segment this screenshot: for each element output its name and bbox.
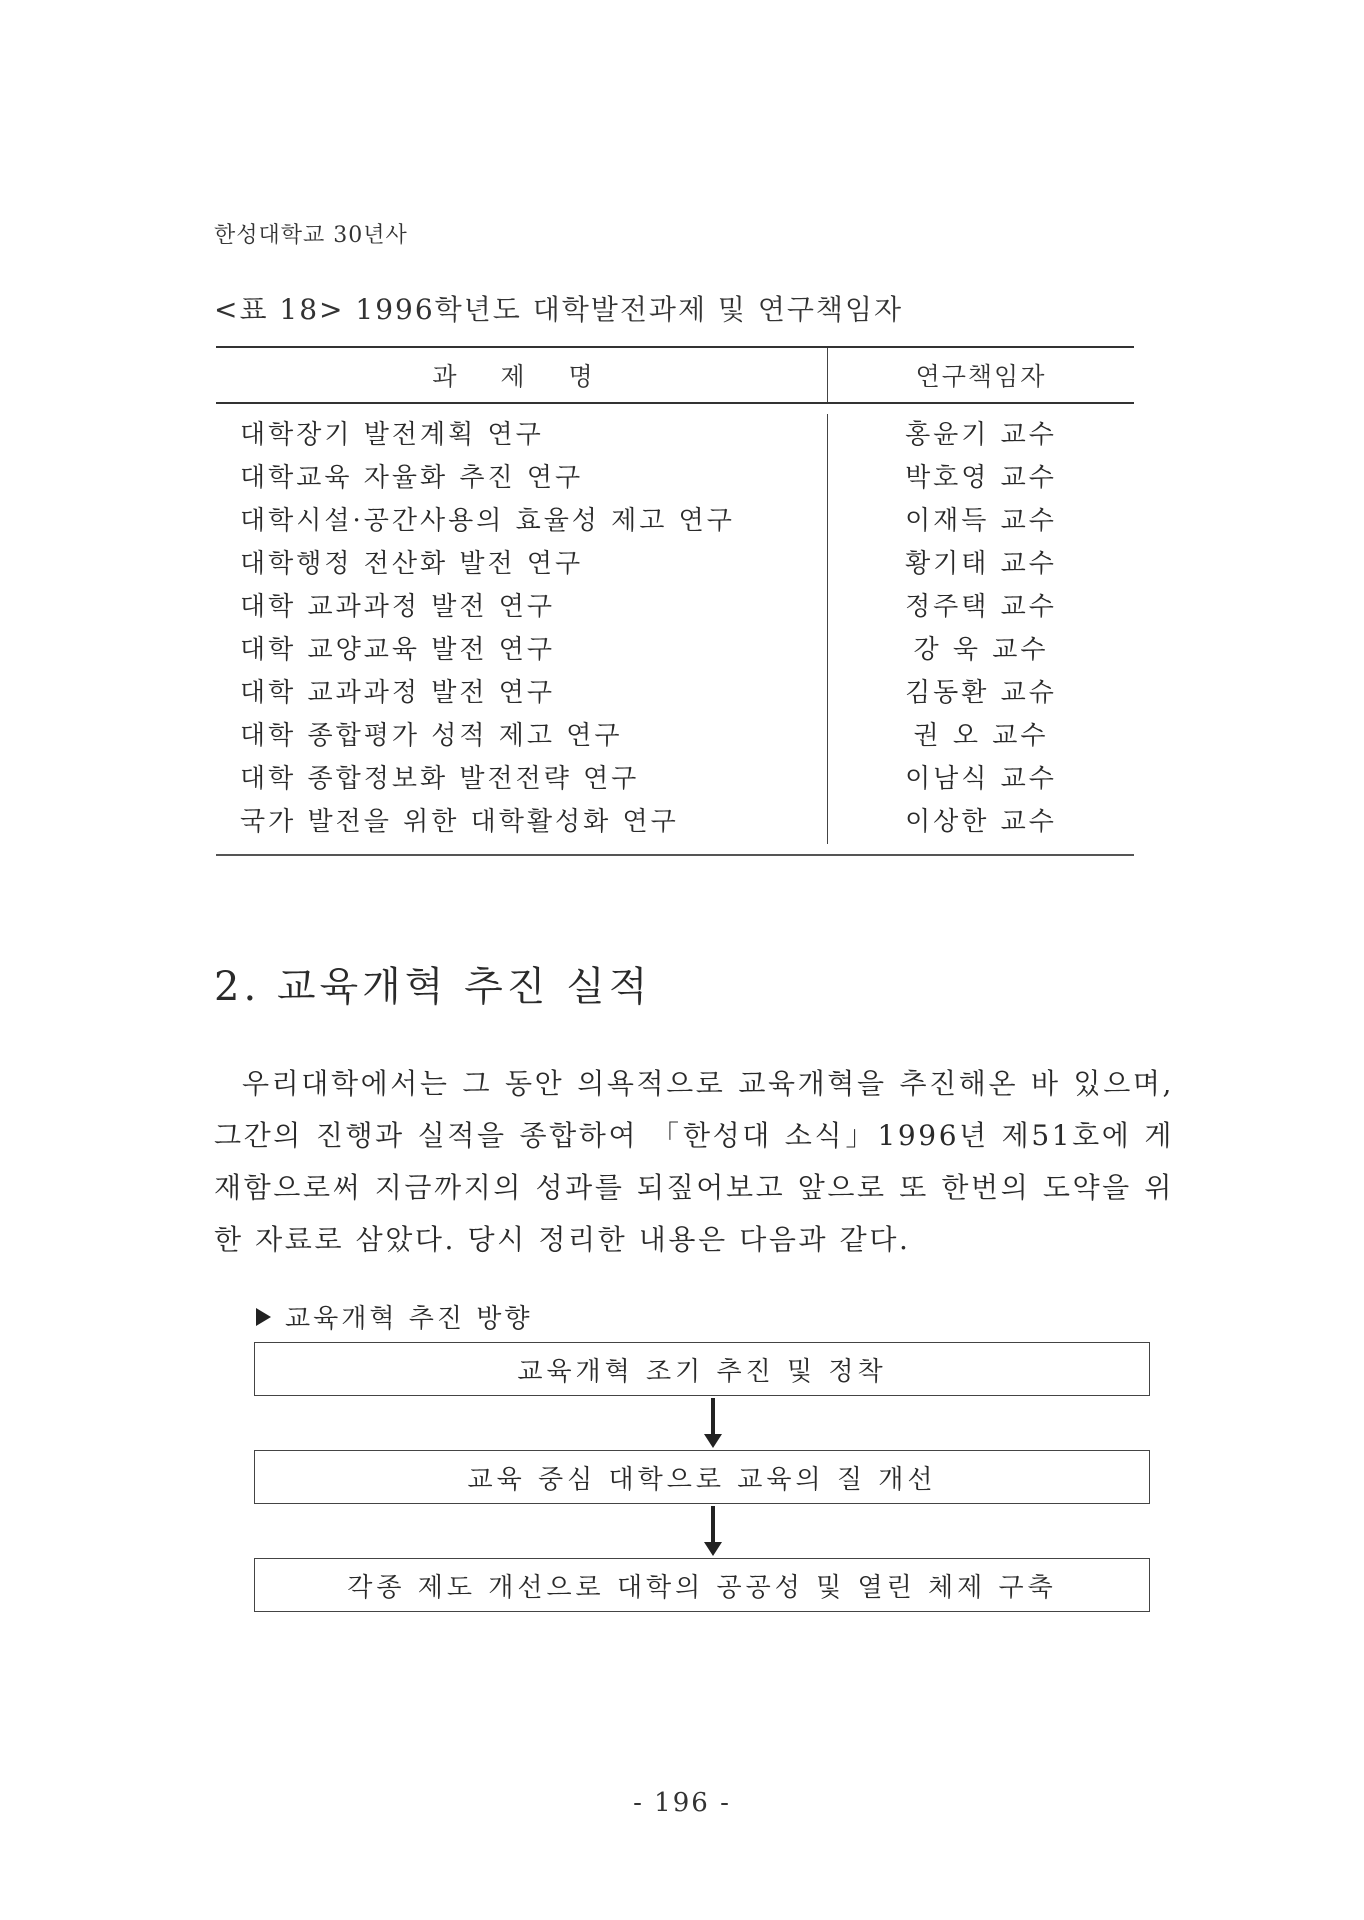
header-task: 과 제 명 — [216, 348, 828, 402]
table-row-task: 국가 발전을 위한 대학활성화 연구 — [240, 807, 679, 837]
table-row-task: 대학 교양교육 발전 연구 — [240, 635, 555, 665]
flow-title — [256, 1298, 532, 1335]
section-heading: 2. 교육개혁 추진 실적 — [214, 964, 652, 1010]
header-person: 연구책임자 — [915, 362, 1047, 391]
table-row-person: 황기태 교수 — [905, 549, 1057, 579]
flow-title-text: 교육개혁 추진 방향 — [285, 1304, 533, 1334]
table-row-person: 권 오 교수 — [913, 721, 1049, 751]
task-list — [216, 414, 827, 844]
task-column — [216, 414, 828, 844]
table-row-task: 대학 교과과정 발전 연구 — [240, 592, 555, 622]
flow-step-1: 교육개혁 조기 추진 및 정착 — [254, 1342, 1150, 1396]
table-row-task: 대학행정 전산화 발전 연구 — [240, 549, 584, 579]
table-row-person: 이재득 교수 — [905, 506, 1057, 536]
down-arrow-icon — [711, 1398, 715, 1436]
table-row-person: 박호영 교수 — [905, 463, 1057, 493]
table-row-person: 정주택 교수 — [905, 592, 1057, 622]
table-row-task: 대학장기 발전계획 연구 — [240, 420, 544, 450]
table-row-task: 대학교육 자율화 추진 연구 — [240, 463, 584, 493]
table-row-person: 이남식 교수 — [905, 764, 1057, 794]
right-triangle-icon — [256, 1308, 271, 1326]
table-row-person: 홍윤기 교수 — [905, 420, 1057, 450]
body-paragraph: 우리대학에서는 그 동안 의욕적으로 교육개혁을 추진해온 바 있으며, 그간의 진행과 실적을 종합하여 「한성대 소식」1996년 제51호에 게재함으로써 지금까지의 성과를 되짚어보고 앞으로 또 한번의 도약을 위한 자료로 삼았다. 당시 정리한 내용은 다음과 같다. — [214, 1067, 1174, 1256]
flow-step-2: 교육 중심 대학으로 교육의 질 개선 — [254, 1450, 1150, 1504]
person-list — [828, 414, 1134, 844]
research-table — [216, 346, 1134, 856]
down-arrow-icon — [711, 1506, 715, 1544]
table-row-task: 대학 종합정보화 발전전략 연구 — [240, 764, 640, 794]
table-row-task: 대학 종합평가 성적 제고 연구 — [240, 721, 623, 751]
table-row-person: 이상한 교수 — [905, 807, 1057, 837]
page-number: - 196 - — [633, 1788, 731, 1818]
table-caption: <표 18> 1996학년도 대학발전과제 및 연구책임자 — [214, 293, 904, 326]
running-header: 한성대학교 30년사 — [214, 223, 408, 248]
table-body — [216, 404, 1134, 854]
person-column — [828, 414, 1134, 844]
table-row-task: 대학시설·공간사용의 효율성 제고 연구 — [240, 506, 735, 536]
table-row-task: 대학 교과과정 발전 연구 — [240, 678, 555, 708]
table-row-person: 김동환 교슈 — [905, 678, 1057, 708]
table-header-row — [216, 348, 1134, 404]
table-row-person: 강 욱 교수 — [913, 635, 1049, 665]
flow-step-3: 각종 제도 개선으로 대학의 공공성 및 열린 체제 구축 — [254, 1558, 1150, 1612]
